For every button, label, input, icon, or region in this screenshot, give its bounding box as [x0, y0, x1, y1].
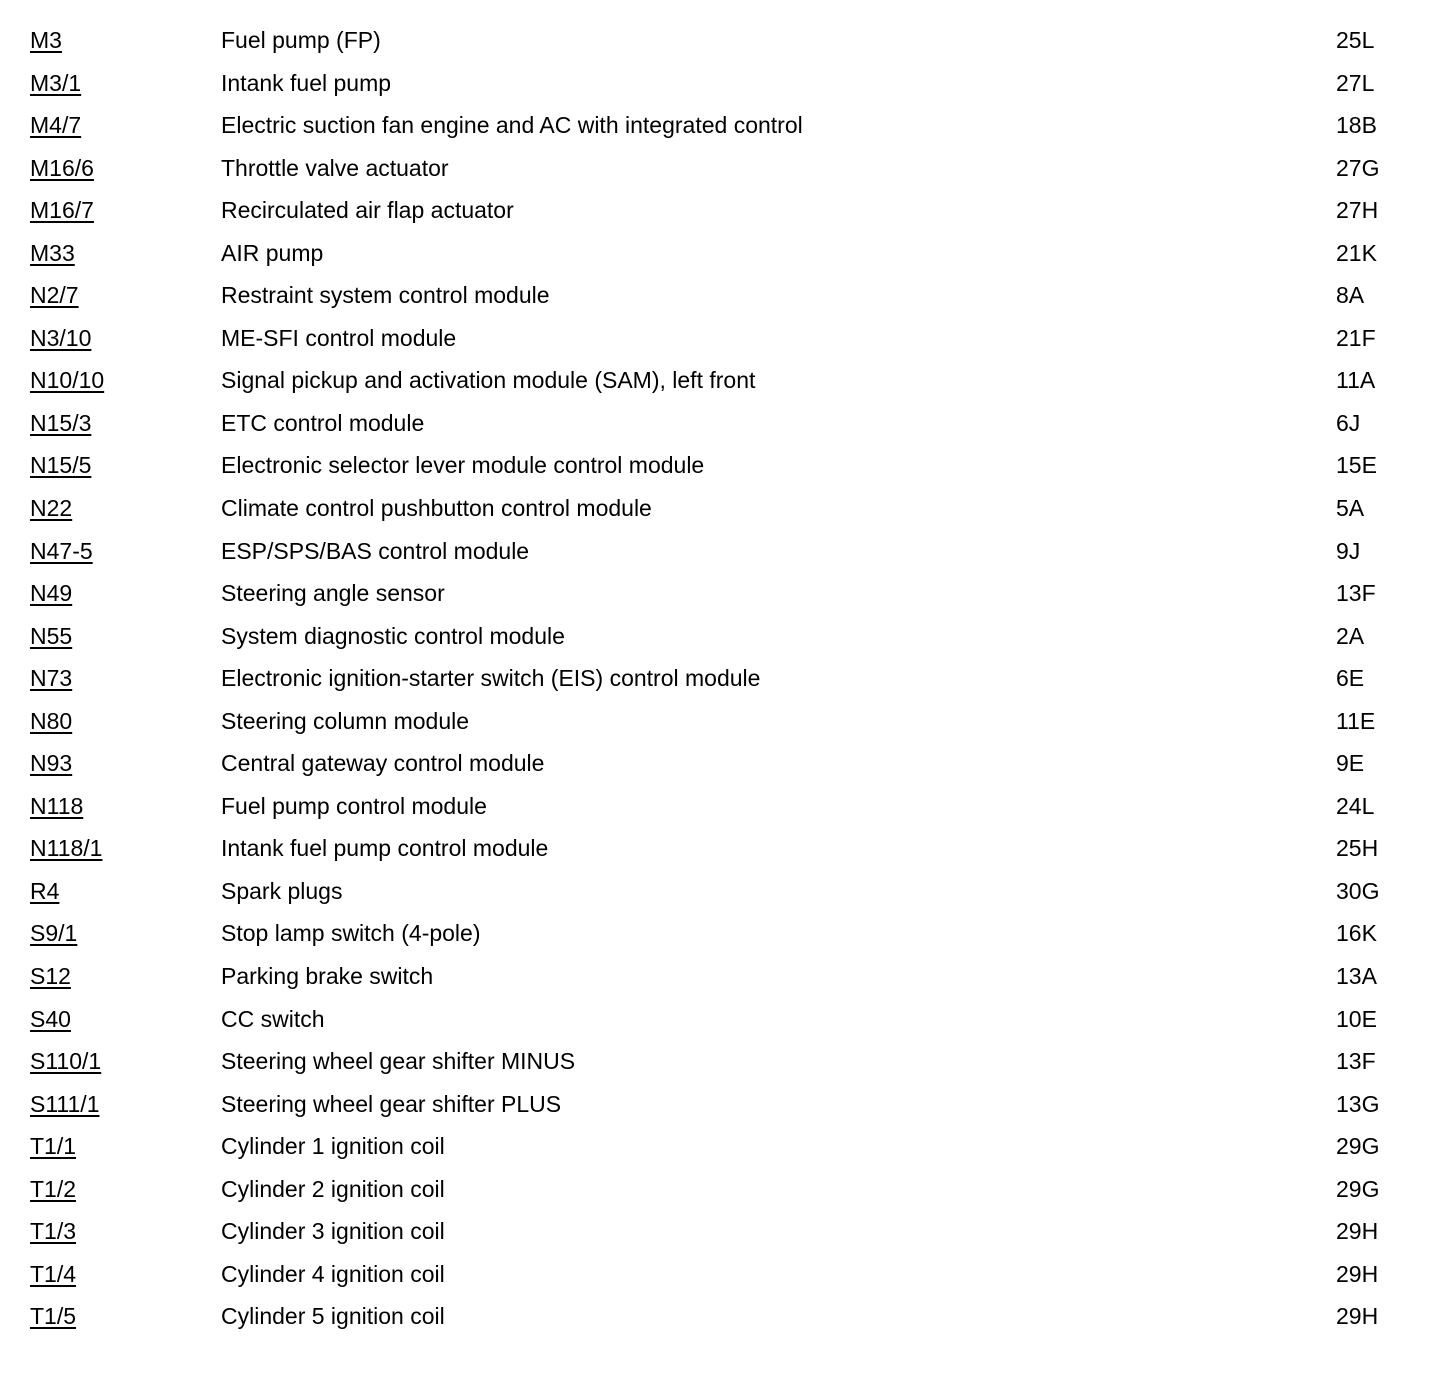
component-code-link[interactable]: M33: [30, 239, 75, 266]
component-grid-location: 18B: [1336, 112, 1377, 139]
component-code-link[interactable]: N22: [30, 495, 73, 522]
component-code-link[interactable]: N2/7: [30, 282, 79, 309]
component-code-link[interactable]: N118: [30, 792, 84, 819]
component-description: Parking brake switch: [221, 963, 434, 990]
component-grid-location: 2A: [1336, 622, 1365, 649]
component-description: ESP/SPS/BAS control module: [221, 537, 530, 564]
component-code-link[interactable]: M3: [30, 27, 62, 53]
component-code-link[interactable]: S110/1: [30, 1048, 102, 1075]
component-description: Cylinder 4 ignition coil: [221, 1260, 445, 1287]
component-row: [0, 19, 1456, 62]
component-code-link[interactable]: S111/1: [30, 1090, 100, 1117]
component-row: [0, 444, 1456, 487]
component-code-link[interactable]: T1/4: [30, 1260, 77, 1287]
component-description: Spark plugs: [221, 877, 343, 904]
component-row: [0, 147, 1456, 190]
component-description: Cylinder 3 ignition coil: [221, 1218, 445, 1245]
component-code-link[interactable]: N93: [30, 750, 73, 777]
component-row: [0, 62, 1456, 105]
component-row: [0, 232, 1456, 275]
component-description: Signal pickup and activation module (SAM), left front: [221, 367, 756, 394]
component-description: ETC control module: [221, 409, 425, 436]
component-code-link[interactable]: N15/3: [30, 409, 92, 436]
component-row: [0, 104, 1456, 147]
component-row: [0, 402, 1456, 445]
component-description: Climate control pushbutton control module: [221, 495, 652, 522]
component-code-link[interactable]: R4: [30, 877, 60, 904]
component-code-link[interactable]: N15/5: [30, 452, 92, 479]
component-description: Fuel pump control module: [221, 792, 487, 819]
component-grid-location: 6E: [1336, 665, 1365, 692]
component-description: Cylinder 1 ignition coil: [221, 1133, 445, 1160]
component-grid-location: 16K: [1336, 920, 1377, 947]
component-code-link[interactable]: N10/10: [30, 367, 105, 394]
component-description: Steering column module: [221, 707, 470, 734]
component-code-link[interactable]: M3/1: [30, 69, 82, 96]
component-row: [0, 274, 1456, 317]
component-grid-location: 9J: [1336, 537, 1361, 564]
component-row: [0, 487, 1456, 530]
component-grid-location: 11A: [1336, 367, 1376, 394]
component-grid-location: 13F: [1336, 580, 1376, 607]
component-grid-location: 27G: [1336, 154, 1380, 181]
component-row: [0, 1125, 1456, 1168]
component-description: System diagnostic control module: [221, 622, 565, 649]
component-description: Intank fuel pump control module: [221, 835, 549, 862]
component-code-link[interactable]: N49: [30, 580, 73, 607]
component-description: Restraint system control module: [221, 282, 550, 309]
component-code-link[interactable]: M16/6: [30, 154, 94, 181]
component-row: [0, 317, 1456, 360]
component-row: [0, 870, 1456, 913]
component-description: Steering wheel gear shifter MINUS: [221, 1048, 576, 1075]
component-row: [0, 189, 1456, 232]
component-grid-location: 29H: [1336, 1303, 1379, 1330]
component-description: Electronic ignition-starter switch (EIS) control module: [221, 665, 761, 692]
component-grid-location: 21F: [1336, 324, 1376, 351]
component-grid-location: 15E: [1336, 452, 1377, 479]
component-description: Cylinder 2 ignition coil: [221, 1175, 445, 1202]
component-row: [0, 1040, 1456, 1083]
component-code-link[interactable]: N118/1: [30, 835, 103, 862]
component-code-link[interactable]: T1/2: [30, 1175, 77, 1202]
component-row: [0, 1295, 1456, 1338]
component-row: [0, 700, 1456, 743]
component-row: [0, 1210, 1456, 1253]
component-grid-location: 29G: [1336, 1133, 1380, 1160]
component-description: Steering wheel gear shifter PLUS: [221, 1090, 562, 1117]
component-description: Central gateway control module: [221, 750, 545, 777]
component-list: [0, 19, 1456, 1338]
component-description: Throttle valve actuator: [221, 154, 449, 181]
component-row: [0, 998, 1456, 1041]
component-description: Cylinder 5 ignition coil: [221, 1303, 445, 1330]
component-grid-location: 25H: [1336, 835, 1379, 862]
component-code-link[interactable]: N3/10: [30, 324, 92, 351]
component-grid-location: 27L: [1336, 69, 1375, 96]
component-row: [0, 1083, 1456, 1126]
component-grid-location: 29H: [1336, 1218, 1379, 1245]
component-grid-location: 10E: [1336, 1005, 1377, 1032]
component-description: ME-SFI control module: [221, 324, 457, 351]
component-row: [0, 827, 1456, 870]
component-row: [0, 657, 1456, 700]
component-grid-location: 21K: [1336, 239, 1377, 266]
component-grid-location: 13A: [1336, 963, 1377, 990]
component-row: [0, 359, 1456, 402]
component-row: [0, 912, 1456, 955]
component-code-link[interactable]: N80: [30, 707, 73, 734]
component-grid-location: 30G: [1336, 877, 1380, 904]
component-code-link[interactable]: N47-5: [30, 537, 93, 564]
component-row: [0, 572, 1456, 615]
component-description: Electronic selector lever module control module: [221, 452, 705, 479]
component-grid-location: 29G: [1336, 1175, 1380, 1202]
component-description: AIR pump: [221, 239, 324, 266]
component-row: [0, 785, 1456, 828]
component-grid-location: 13F: [1336, 1048, 1376, 1075]
component-description: Steering angle sensor: [221, 580, 445, 607]
component-description: Stop lamp switch (4-pole): [221, 920, 481, 947]
component-row: [0, 1253, 1456, 1296]
component-grid-location: 24L: [1336, 792, 1375, 819]
component-row: [0, 615, 1456, 658]
component-row: [0, 955, 1456, 998]
component-code-link[interactable]: M16/7: [30, 197, 94, 224]
component-code-link[interactable]: T1/3: [30, 1218, 77, 1245]
component-grid-location: 6J: [1336, 409, 1361, 436]
component-description: Recirculated air flap actuator: [221, 197, 514, 224]
component-description: Intank fuel pump: [221, 69, 392, 96]
component-code-link[interactable]: T1/5: [30, 1303, 77, 1330]
component-row: [0, 1168, 1456, 1211]
component-grid-location: 9E: [1336, 750, 1365, 777]
component-grid-location: 5A: [1336, 495, 1365, 522]
component-code-link[interactable]: T1/1: [30, 1133, 77, 1160]
component-code-link[interactable]: M4/7: [30, 112, 82, 139]
component-code-link[interactable]: S12: [30, 963, 71, 990]
component-code-link[interactable]: S40: [30, 1005, 71, 1032]
component-description: CC switch: [221, 1005, 325, 1032]
component-grid-location: 27H: [1336, 197, 1379, 224]
component-description: Electric suction fan engine and AC with integrated control: [221, 112, 803, 139]
component-grid-location: 29H: [1336, 1260, 1379, 1287]
component-row: [0, 742, 1456, 785]
component-description: Fuel pump (FP): [221, 27, 381, 53]
component-grid-location: 25L: [1336, 27, 1375, 53]
component-code-link[interactable]: S9/1: [30, 920, 78, 947]
component-code-link[interactable]: N55: [30, 622, 73, 649]
component-code-link[interactable]: N73: [30, 665, 73, 692]
component-grid-location: 11E: [1336, 707, 1376, 734]
component-grid-location: 13G: [1336, 1090, 1380, 1117]
component-grid-location: 8A: [1336, 282, 1365, 309]
component-row: [0, 530, 1456, 573]
